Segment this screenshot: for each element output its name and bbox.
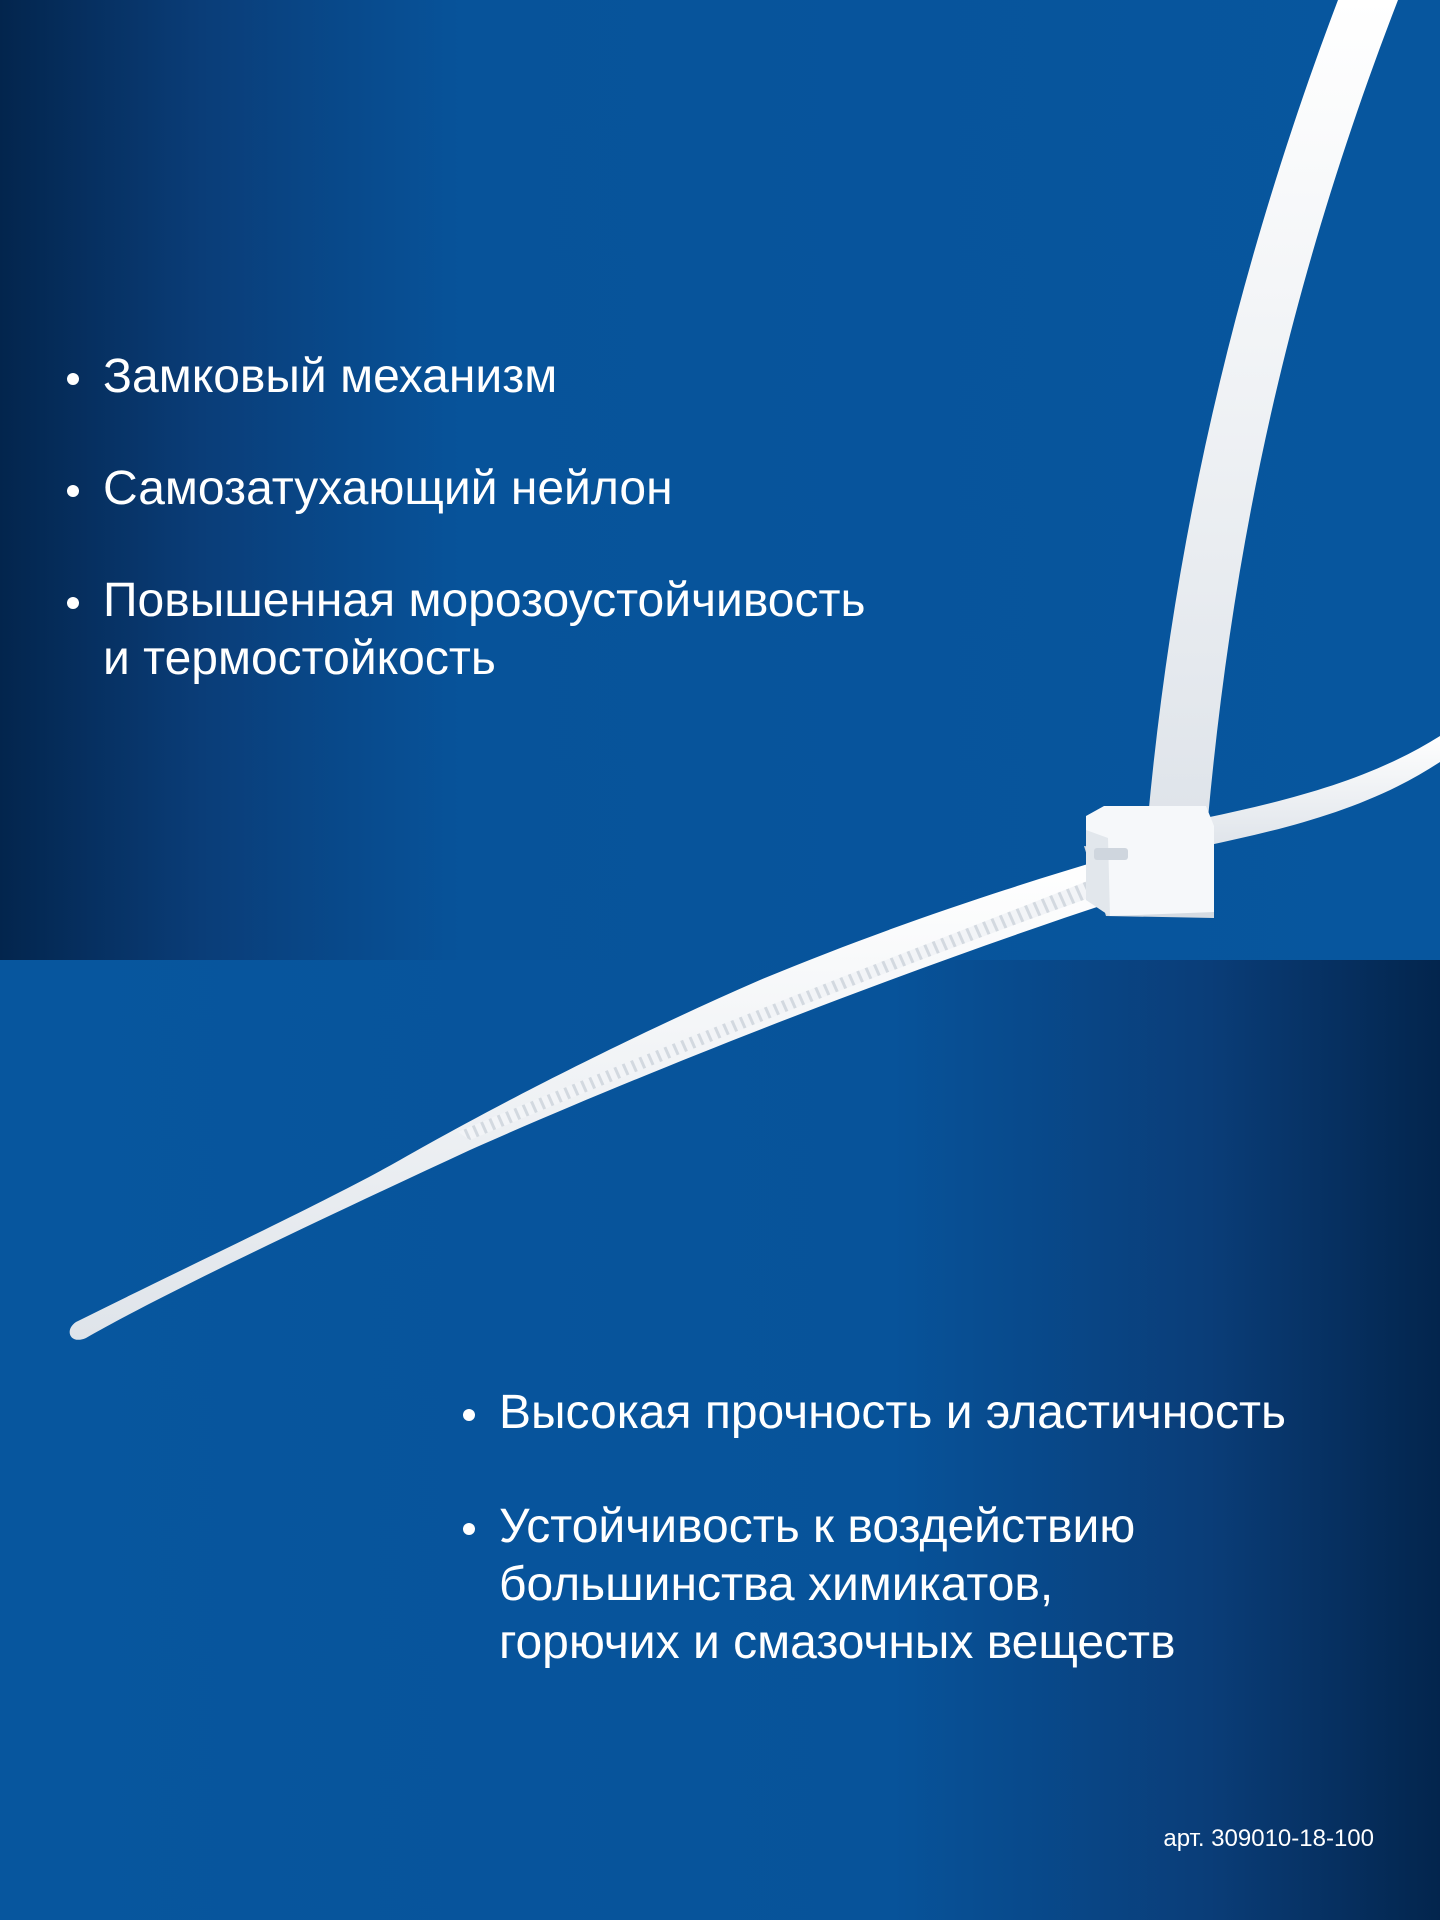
feature-item	[67, 348, 866, 406]
feature-text-line: большинства химикатов,	[499, 1558, 1054, 1611]
feature-item	[463, 1498, 1286, 1672]
feature-text: Самозатухающий нейлон	[103, 462, 673, 515]
feature-text-line: Повышенная морозоустойчивость	[103, 574, 866, 627]
features-list-top	[67, 348, 866, 742]
cable-tie-teeth	[458, 872, 1112, 1140]
feature-text-line: горючих и смазочных веществ	[499, 1616, 1176, 1669]
cable-tie-head-slot	[1094, 848, 1128, 860]
feature-item	[67, 572, 866, 688]
cable-tie-upper-strap	[1148, 0, 1398, 818]
feature-text-line: Устойчивость к воздействию	[499, 1500, 1136, 1553]
cable-tie-right-strap	[1205, 736, 1440, 846]
feature-text-line: и термостойкость	[103, 632, 496, 685]
feature-item	[463, 1384, 1286, 1442]
features-list-bottom	[463, 1384, 1286, 1728]
feature-text: Замковый механизм	[103, 350, 558, 403]
article-number: арт. 309010-18-100	[1163, 1825, 1374, 1852]
cable-tie-tail	[70, 858, 1112, 1340]
feature-text: Высокая прочность и эластичность	[499, 1386, 1286, 1439]
feature-item	[67, 460, 866, 518]
